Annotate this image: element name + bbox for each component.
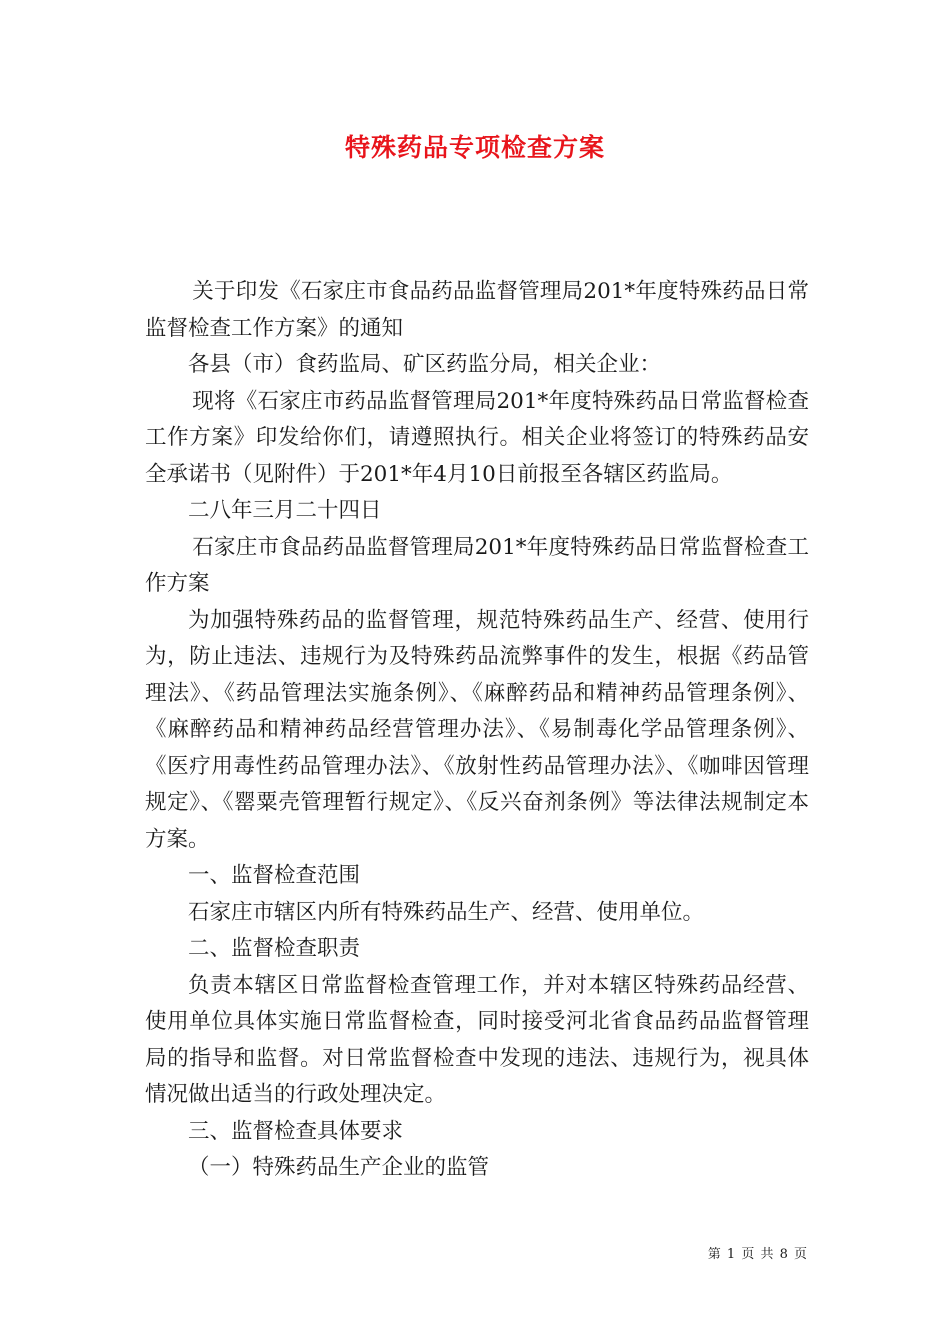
- document-title: 特殊药品专项检查方案: [344, 133, 605, 162]
- date-paragraph: 二八年三月二十四日: [188, 498, 382, 523]
- addressee-paragraph: 各县（市）食药监局、矿区药监分局，相关企业：: [188, 352, 662, 377]
- document-body: [145, 274, 809, 1187]
- purpose-paragraph: 为加强特殊药品的监督管理，规范特殊药品生产、经营、使用行为，防止违法、违规行为及特殊药品流弊事件的发生，根据《药品管理法》、《药品管理法实施条例》、《麻醉药品和精神药品管理条例》、《麻醉药品和精神药品经营管理办法》、《易制毒化学品管理条例》、《医疗用毒性药品管理办法》、《放射性药品管理办法》、《咖啡因管理规定》、《罂粟壳管理暂行规定》、《反兴奋剂条例》等法律法规制定本方案。: [145, 607, 809, 852]
- notice-heading-paragraph: 关于印发《石家庄市食品药品监督管理局201*年度特殊药品日常监督检查工作方案》的通知: [145, 279, 809, 341]
- section-heading-duties: 二、监督检查职责: [188, 936, 361, 961]
- scope-paragraph: 石家庄市辖区内所有特殊药品生产、经营、使用单位。: [188, 899, 705, 925]
- section-heading-requirements: 三、监督检查具体要求: [188, 1118, 404, 1144]
- notice-body-paragraph: 现将《石家庄市药品监督管理局201*年度特殊药品日常监督检查工作方案》印发给你们，请遵照执行。相关企业将签订的特殊药品安全承诺书（见附件）于201*年4月10日前报至各辖区药监局。: [145, 388, 809, 487]
- page-number-footer: 第 1 页 共 8 页: [707, 1247, 808, 1262]
- plan-title-paragraph: 石家庄市食品药品监督管理局201*年度特殊药品日常监督检查工作方案: [145, 534, 809, 596]
- subsection-heading-producers: （一）特殊药品生产企业的监管: [188, 1155, 490, 1180]
- section-heading-scope: 一、监督检查范围: [188, 863, 361, 888]
- duties-paragraph: 负责本辖区日常监督检查管理工作，并对本辖区特殊药品经营、使用单位具体实施日常监督检查，同时接受河北省食品药品监督管理局的指导和监督。对日常监督检查中发现的违法、违规行为，视具体情况做出适当的行政处理决定。: [145, 972, 809, 1107]
